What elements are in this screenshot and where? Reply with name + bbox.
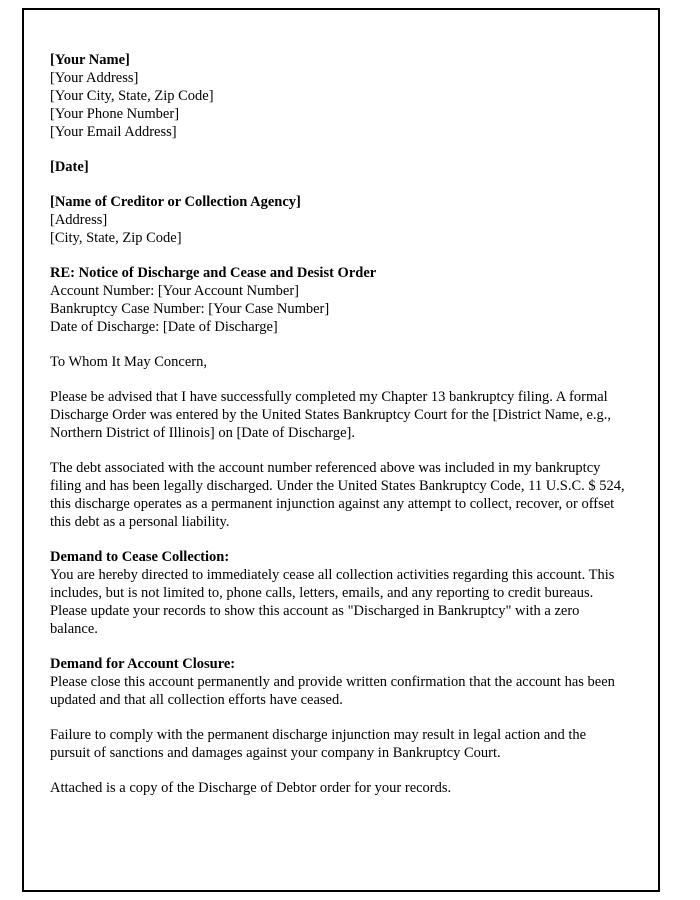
letter-date: [Date] xyxy=(50,159,89,175)
paragraph-1 xyxy=(50,388,628,442)
paragraph-6-text: Attached is a copy of the Discharge of Debtor order for your records. xyxy=(50,780,452,796)
cease-collection-heading: Demand to Cease Collection: xyxy=(50,549,230,565)
paragraph-5-text: Failure to comply with the permanent discharge injunction may result in legal action and the pursuit of sanctions and damages against your company in Bankruptcy Court. xyxy=(50,727,587,761)
salutation: To Whom It May Concern, xyxy=(50,354,207,370)
recipient-name: [Name of Creditor or Collection Agency] xyxy=(50,194,301,210)
recipient-address-block xyxy=(50,193,628,247)
paragraph-6 xyxy=(50,779,628,797)
paragraph-2-text: The debt associated with the account number referenced above was included in my bankruptcy filing and has been legally discharged. Under the United States Bankruptcy Code, 11 U.S.C. $ 524, this discharge operates as a permanent injunction against any attempt to collect, recover, or offset this debt as a personal liability. xyxy=(50,460,625,530)
salutation-block xyxy=(50,353,628,371)
re-line: RE: Notice of Discharge and Cease and Desist Order xyxy=(50,265,377,281)
letter-page xyxy=(22,8,660,892)
account-closure-text: Please close this account permanently and provide written confirmation that the account has been updated and that all collection efforts have ceased. xyxy=(50,674,615,708)
letter-content xyxy=(24,10,658,797)
sender-address-block xyxy=(50,51,628,141)
account-closure-section xyxy=(50,655,628,709)
sender-address: [Your Address] xyxy=(50,70,139,86)
recipient-city-state-zip: [City, State, Zip Code] xyxy=(50,230,182,246)
sender-name: [Your Name] xyxy=(50,52,130,68)
cease-collection-section xyxy=(50,548,628,638)
discharge-date-line: Date of Discharge: [Date of Discharge] xyxy=(50,319,278,335)
cease-collection-text: You are hereby directed to immediately cease all collection activities regarding this account. This includes, but is not limited to, phone calls, letters, emails, and any reporting to credit bureaus. Please update your records to show this account as "Discharged in Bankruptcy" with a zero balance. xyxy=(50,567,615,637)
date-block xyxy=(50,158,628,176)
recipient-address: [Address] xyxy=(50,212,108,228)
sender-city-state-zip: [Your City, State, Zip Code] xyxy=(50,88,214,104)
paragraph-5 xyxy=(50,726,628,762)
account-closure-heading: Demand for Account Closure: xyxy=(50,656,236,672)
sender-phone: [Your Phone Number] xyxy=(50,106,180,122)
case-number-line: Bankruptcy Case Number: [Your Case Number] xyxy=(50,301,330,317)
subject-block xyxy=(50,264,628,336)
account-number-line: Account Number: [Your Account Number] xyxy=(50,283,300,299)
sender-email: [Your Email Address] xyxy=(50,124,177,140)
paragraph-2 xyxy=(50,459,628,531)
paragraph-1-text: Please be advised that I have successfully completed my Chapter 13 bankruptcy filing. A formal Discharge Order was entered by the United States Bankruptcy Court for the [District Name, e.g., Northern District of Illinois] on [Date of Discharge]. xyxy=(50,389,612,441)
